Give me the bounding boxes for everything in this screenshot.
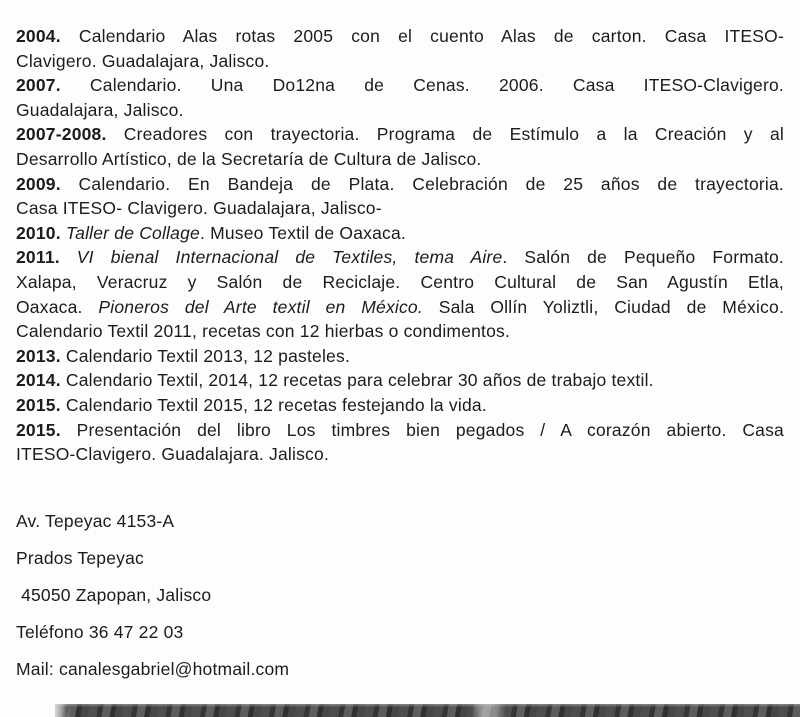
entry-title-italic: VI bienal Internacional de Textiles, tema Aire — [76, 247, 503, 268]
entry-year: 2009. — [16, 173, 61, 194]
entry-text: ITESO-Clavigero. Guadalajara. Jalisco. — [16, 444, 330, 465]
address-street-line: Av. Tepeyac 4153-A — [16, 510, 175, 531]
entry-year: 2015. — [16, 419, 61, 440]
entry-line — [16, 270, 784, 295]
entry-year: 2015. — [16, 394, 61, 415]
entry-text: Presentación del libro Los timbres bien pegados / A corazón abierto. Casa — [60, 419, 784, 440]
entry-line — [16, 295, 784, 320]
entry-text: . Salón de Pequeño Formato. — [502, 247, 784, 268]
entry-text: Calendario Alas rotas 2005 con el cuento Alas de carton. Casa ITESO- — [60, 26, 784, 46]
entry-text: Calendario Textil 2015, 12 recetas festejando la vida. — [60, 394, 487, 415]
entry-year: 2014. — [16, 370, 61, 391]
scan-edge-artifact — [55, 704, 800, 717]
entry-title-italic: Taller de Collage — [65, 222, 200, 243]
entry-text: Casa ITESO- Clavigero. Guadalajara, Jalisco- — [16, 198, 382, 219]
entry-text: Oaxaca. — [16, 296, 99, 317]
entry-year: 2011. — [16, 247, 60, 268]
entry-text: Xalapa, Veracruz y Salón de Reciclaje. Centro Cultural de San Agustín Etla, — [16, 271, 784, 292]
entry-line — [16, 98, 784, 123]
entry-year: 2010. — [16, 222, 61, 243]
entry-line — [16, 344, 784, 369]
entry-line — [16, 442, 784, 467]
entry-text: . Museo Textil de Oaxaca. — [199, 222, 406, 243]
address-neighborhood-line: Prados Tepeyac — [16, 547, 144, 568]
entry-line — [16, 245, 784, 270]
entry-line — [16, 221, 784, 246]
entry-text: Desarrollo Artístico, de la Secretaría de Cultura de Jalisco. — [16, 148, 482, 169]
entry-year: 2004. — [16, 26, 61, 46]
entry-line — [16, 172, 784, 197]
entry-text: Calendario Textil 2011, recetas con 12 hierbas o condimentos. — [16, 321, 511, 342]
phone-line: Teléfono 36 47 22 03 — [16, 621, 184, 642]
entry-line — [16, 73, 784, 98]
entry-year: 2007. — [16, 75, 61, 96]
entry-line — [16, 368, 784, 393]
entry-line — [16, 24, 784, 49]
entry-line — [16, 122, 784, 147]
entry-text: Calendario. Una Do12na de Cenas. 2006. Casa ITESO-Clavigero. — [60, 75, 784, 96]
email-line: Mail: canalesgabriel@hotmail.com — [16, 658, 290, 679]
entry-line — [16, 196, 784, 221]
entry-year: 2013. — [16, 345, 61, 366]
entry-text: Guadalajara, Jalisco. — [16, 99, 184, 120]
entry-title-italic: Pioneros del Arte textil en México. — [98, 296, 423, 317]
entry-text — [60, 247, 77, 267]
address-postal-city-line: 45050 Zapopan, Jalisco — [16, 584, 212, 605]
entry-text: Calendario Textil, 2014, 12 recetas para celebrar 30 años de trabajo textil. — [60, 370, 654, 391]
entry-line — [16, 49, 784, 74]
entry-line — [16, 147, 784, 172]
contact-block — [0, 503, 800, 688]
entry-line — [16, 418, 784, 443]
entry-text: Sala Ollín Yoliztli, Ciudad de México. — [422, 296, 785, 317]
entry-line — [16, 319, 784, 344]
entry-text: Calendario. En Bandeja de Plata. Celebración de 25 años de trayectoria. — [60, 173, 784, 194]
entry-text: Clavigero. Guadalajara, Jalisco. — [16, 50, 270, 71]
entry-year: 2007-2008. — [16, 124, 107, 145]
entry-line — [16, 393, 784, 418]
entry-text: Calendario Textil 2013, 12 pasteles. — [60, 345, 350, 366]
entry-text: Creadores con trayectoria. Programa de Estímulo a la Creación y al — [106, 124, 784, 145]
